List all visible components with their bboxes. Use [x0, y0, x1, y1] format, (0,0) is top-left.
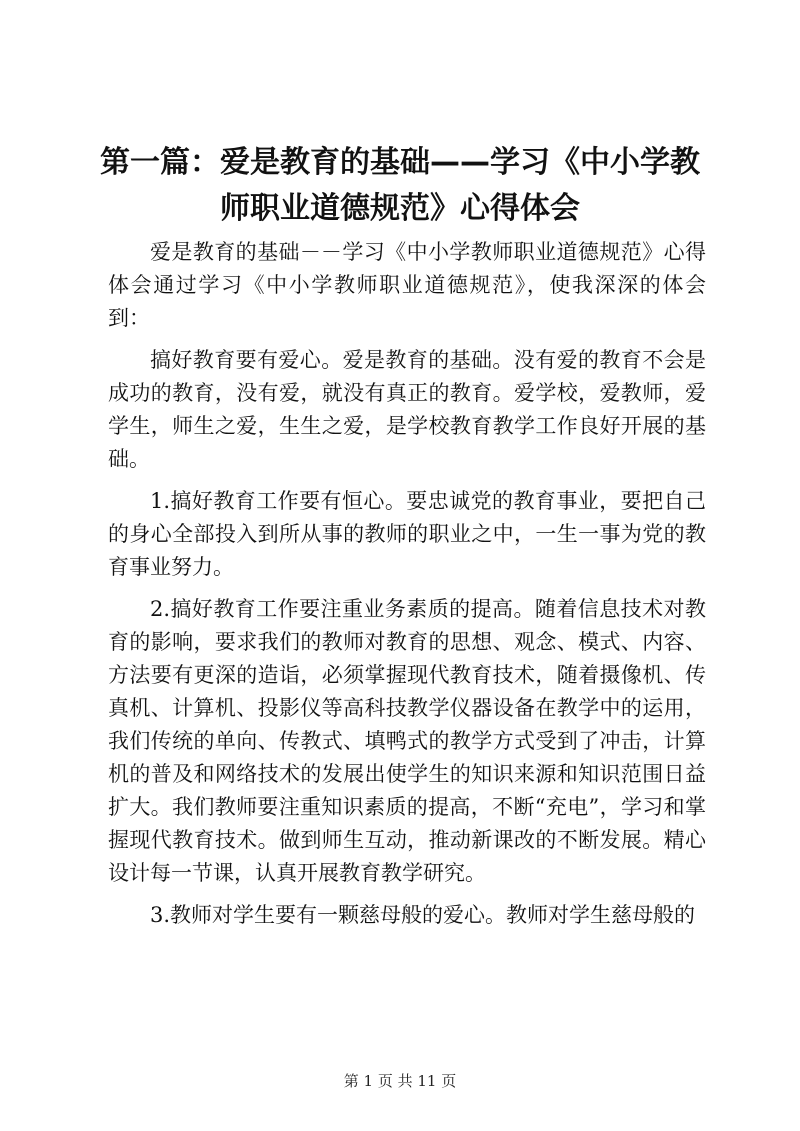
paragraph-intro: 爱是教育的基础－－学习《中小学教师职业道德规范》心得体会通过学习《中小学教师职业道德规范》，使我深深的体会到： — [108, 240, 706, 330]
paragraph-point-2: 2.搞好教育工作要注重业务素质的提高。随着信息技术对教育的影响，要求我们的教师对教育的思想、观念、模式、内容、方法要有更深的造诣，必须掌握现代教育技术，随着摄像机、传真机、计算机、投影仪等高科技教学仪器设备在教学中的运用，我们传统的单向、传教式、填鸭式的教学方式受到了冲击，计算机的普及和网络技术的发展出使学生的知识来源和知识范围日益扩大。我们教师要注重知识素质的提高，不断“充电”，学习和掌握现代教育技术。做到师生互动，推动新课改的不断发展。精心设计每一节课，认真开展教育教学研究。 — [108, 597, 706, 885]
page-number-footer: 第 1 页 共 11 页 — [343, 1072, 457, 1090]
paragraph-point-1: 1.搞好教育工作要有恒心。要忠诚党的教育事业，要把自己的身心全部投入到所从事的教师的职业之中，一生一事为党的教育事业努力。 — [108, 489, 706, 579]
document-title: 第一篇：爱是教育的基础——学习《中小学教师职业道德规范》心得体会 — [100, 145, 700, 226]
document-body — [108, 236, 706, 941]
paragraph-love-foundation: 搞好教育要有爱心。爱是教育的基础。没有爱的教育不会是成功的教育，没有爱，就没有真正的教育。爱学校，爱教师，爱学生，师生之爱，生生之爱，是学校教育教学工作良好开展的基础。 — [108, 348, 706, 471]
paragraph-point-3: 3.教师对学生要有一颗慈母般的爱心。教师对学生慈母般的 — [150, 903, 696, 927]
